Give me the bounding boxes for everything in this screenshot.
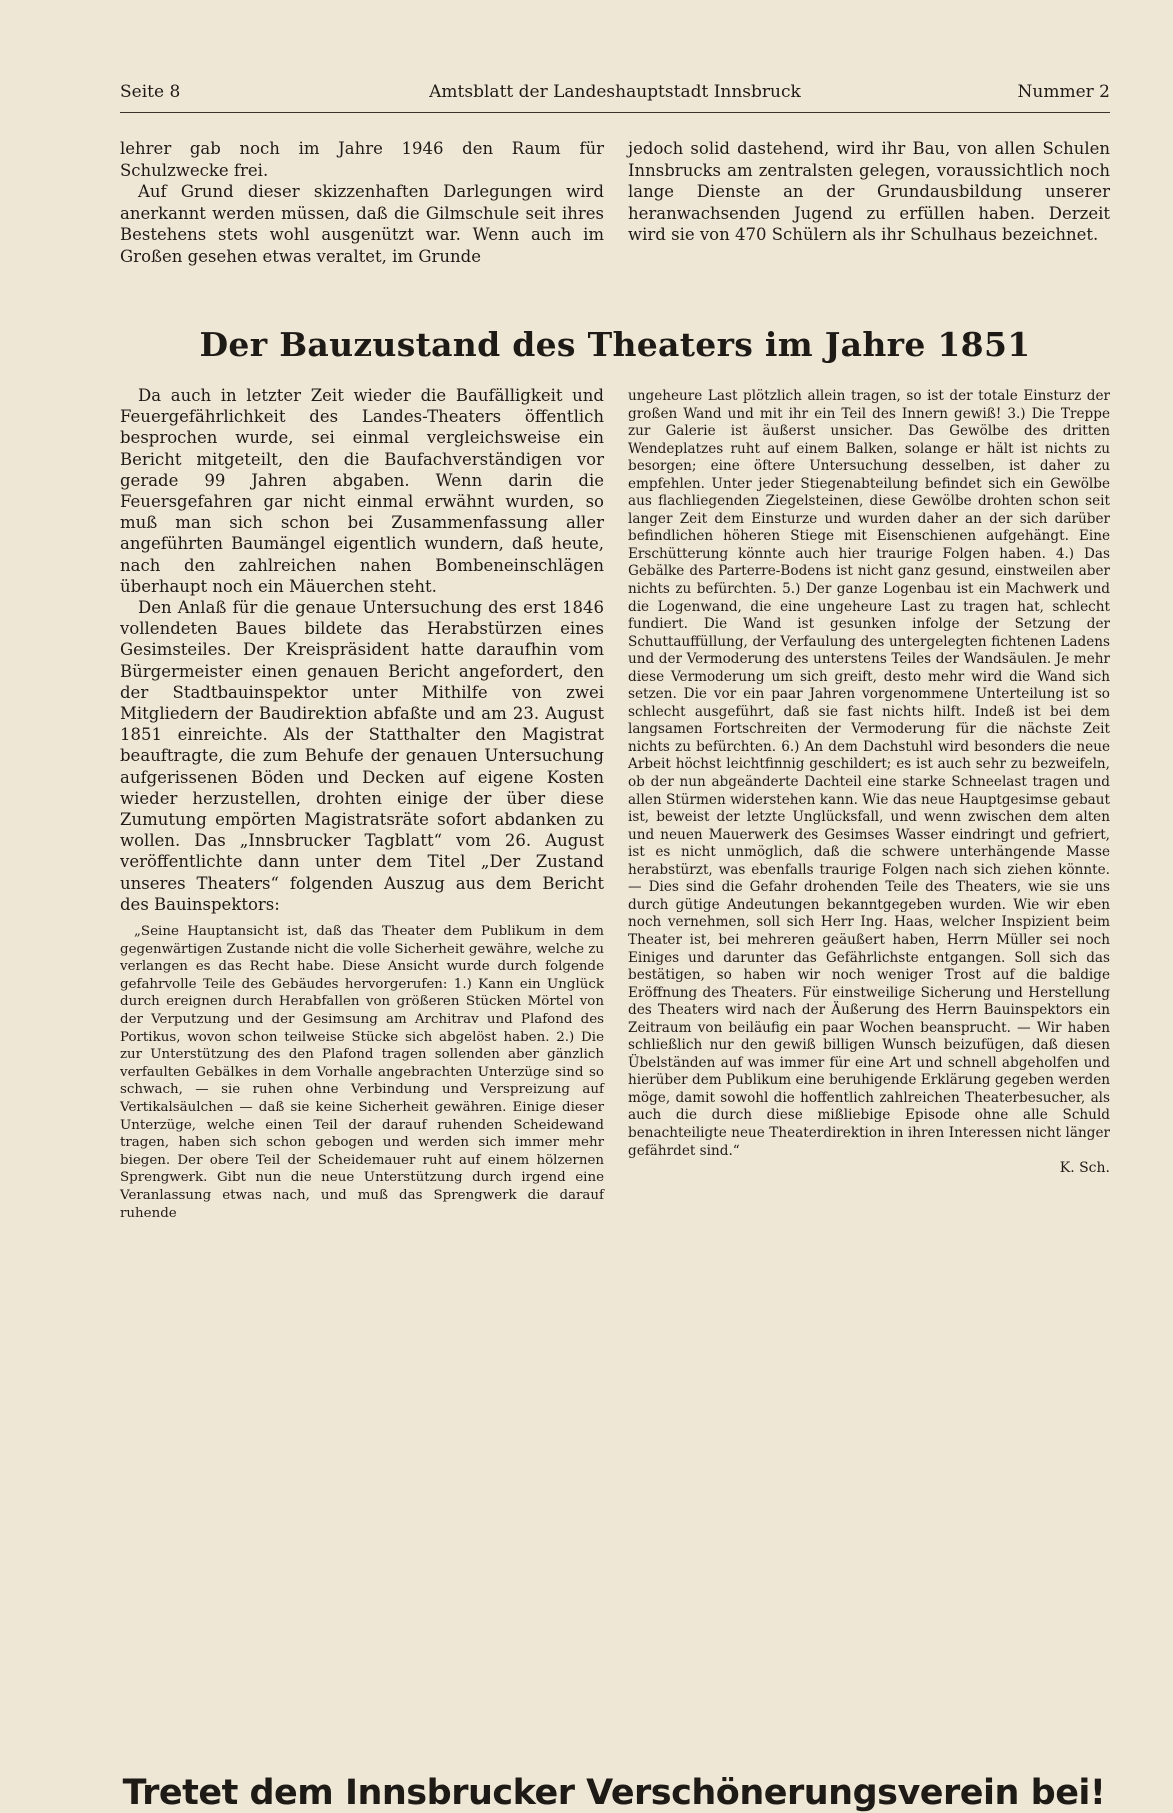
paragraph: jedoch solid dastehend, wird ihr Bau, von allen Schulen Innsbrucks am zentralsten gelegen, voraussichtlich noch lange Dienste an der Grundausbildung unserer heranwachsenden Jugend zu erfüllen haben. Derzeit wird sie von 470 Schülern als ihr Schulhaus bezeichnet. <box>628 139 1110 244</box>
footer-slogan: Tretet dem Innsbrucker Verschönerungsverein bei! <box>122 1773 1106 1813</box>
paragraph: lehrer gab noch im Jahre 1946 den Raum für Schulzwecke frei. <box>120 139 604 180</box>
author-signature: K. Sch. <box>1059 1160 1110 1177</box>
continued-article-right-column <box>628 138 1110 246</box>
page-number: Seite 8 <box>120 82 181 102</box>
paragraph: Auf Grund dieser skizzenhaften Darlegungen wird anerkannt werden müssen, daß die Gilmschule seit ihres Bestehens stets wohl ausgenützt war. Wenn auch im Großen gesehen etwas veraltet, im Grunde <box>120 182 604 266</box>
continued-article-left-column <box>120 138 604 267</box>
article-title: Der Bauzustand des Theaters im Jahre 1851 <box>199 325 1031 364</box>
publication-title: Amtsblatt der Landeshauptstadt Innsbruck <box>429 82 801 102</box>
issue-number: Nummer 2 <box>1017 82 1110 102</box>
article-right-column <box>628 388 1110 1177</box>
article-left-column <box>120 385 604 1222</box>
quoted-report: „Seine Hauptansicht ist, daß das Theater dem Publikum in dem gegenwärtigen Zustande nicht die volle Sicherheit gewähre, welche zu verlangen es das Recht habe. Diese Ansicht wurde durch folgende gefahrvolle Teile des Gebäudes hervorgerufen: 1.) Kann ein Unglück durch ereignen durch Herabfallen von größeren Stücken Mörtel von der Verputzung und der Gesimsung am Architrav und Plafond des Portikus, wovon schon teilweise Stücke sich abgelöst haben. 2.) Die zur Unterstützung des den Plafond tragen sollenden aber gänzlich verfaulten Gebälkes in dem Vorhalle angebrachten Unterzüge sind so schwach, — sie ruhen ohne Verbindung und Verspreizung auf Vertikalsäulchen — daß sie keine Sicherheit gewähren. Einige dieser Unterzüge, welche einen Teil der darauf ruhenden Scheidewand tragen, haben sich schon gebogen und werden sich immer mehr biegen. Der obere Teil der Scheidemauer ruht auf einem hölzernen Sprengwerk. Gibt nun die neue Unterstützung durch irgend eine Veranlassung etwas nach, und muß das Sprengwerk die darauf ruhende <box>120 924 604 1221</box>
quoted-report-continued: ungeheure Last plötzlich allein tragen, so ist der totale Einsturz der großen Wand und mit ihr ein Teil des Innern gewiß! 3.) Die Treppe zur Galerie ist äußerst unsicher. Das Gewölbe des dritten Wendeplatzes ruht auf einem Balken, solange er hält ist nichts zu besorgen; eine öftere Untersuchung desselben, ist daher zu empfehlen. Unter jeder Stiegenabteilung befindet sich ein Gewölbe aus flachliegenden Ziegelsteinen, diese Gewölbe drohten schon seit langer Zeit dem Einsturze und wurden daher an der sich darüber befindlichen höheren Stiege mit Eisenschienen aufgehängt. Eine Erschütterung könnte auch hier traurige Folgen haben. 4.) Das Gebälke des Parterre-Bodens ist nicht ganz gesund, einstweilen aber nichts zu befürchten. 5.) Der ganze Logenbau ist ein Machwerk und die Logenwand, die eine ungeheure Last zu tragen hat, schlecht fundiert. Die Wand ist gesunken infolge der Setzung der Schuttauffüllung, der Verfaulung des untergelegten fichtenen Ladens und der Vermoderung des unterstens Teiles der Wandsäulen. Je mehr diese Vermoderung um sich greift, desto mehr wird die Wand sich setzen. Die vor ein paar Jahren vorgenommene Unterteilung ist so schlecht ausgeführt, daß sie fast nichts hilft. Indeß ist bei dem langsamen Fortschreiten der Vermoderung für die nächste Zeit nichts zu befürchten. 6.) An dem Dachstuhl wird besonders die neue Arbeit höchst leichtfinnig geschildert; es ist auch sehr zu bezweifeln, ob der nun abgeänderte Dachteil eine starke Schneelast tragen und allen Stürmen widerstehen kann. Wie das neue Hauptgesimse gebaut ist, beweist der letzte Unglücksfall, und wenn zwischen dem alten und neuen Mauerwerk des Gesimses Wasser eindringt und gefriert, ist es nicht unmöglich, daß die schwere unterhängende Masse herabstürzt, was ebenfalls traurige Folgen nach sich ziehen könnte. — Dies sind die Gefahr drohenden Teile des Theaters, wie sie uns durch gütige Andeutungen bekanntgegeben wurden. Wie wir eben noch vernehmen, soll sich Herr Ing. Haas, welcher Inspizient beim Theater ist, bei mehreren geäußert haben, Herrn Müller sei noch Einiges und darunter das Gefährlichste entgangen. Soll sich das bestätigen, so haben wir noch weniger Trost auf die baldige Eröffnung des Theaters. Für einstweilige Sicherung und Herstellung des Theaters wird nach der Äußerung des Herrn Bauinspektors ein Zeitraum von beiläufig ein paar Wochen beansprucht. — Wir haben schließlich nur den gewiß billigen Wunsch beizufügen, daß diesen Übelständen auf was immer für eine Art und schnell abgeholfen und hierüber dem Publikum eine beruhigende Erklärung gegeben werden möge, damit sowohl die hoffentlich zahlreichen Theaterbesucher, als auch die durch diese mißliebige Episode ohne alle Schuld benachteiligte neue Theaterdirektion in ihren Interessen nicht länger gefährdet sind.“ <box>628 388 1110 1159</box>
paragraph: Den Anlaß für die genaue Untersuchung des erst 1846 vollendeten Baues bildete das Herabstürzen eines Gesimsteiles. Der Kreispräsident hatte daraufhin vom Bürgermeister einen genauen Bericht angefordert, den der Stadtbauinspektor unter Mithilfe von zwei Mitgliedern der Baudirektion abfaßte und am 23. August 1851 einreichte. Als der Statthalter den Magistrat beauftragte, die zum Behufe der genauen Untersuchung aufgerissenen Böden und Decken auf eigene Kosten wieder herzustellen, drohten einige der über diese Zumutung empörten Magistratsräte sofort abdanken zu wollen. Das „Innsbrucker Tagblatt“ vom 26. August veröffentlichte dann unter dem Titel „Der Zustand unseres Theaters“ folgenden Auszug aus dem Bericht des Bauinspektors: <box>120 598 604 914</box>
paragraph: Da auch in letzter Zeit wieder die Baufälligkeit und Feuergefährlichkeit des Landes-Theaters öffentlich besprochen wurde, sei einmal vergleichsweise ein Bericht mitgeteilt, den die Baufachverständigen vor gerade 99 Jahren abgaben. Wenn darin die Feuersgefahren gar nicht einmal erwähnt wurden, so muß man sich schon bei Zusammenfassung aller angeführten Baumängel eigentlich wundern, daß heute, nach den zahlreichen nahen Bombeneinschlägen überhaupt noch ein Mäuerchen steht. <box>120 386 604 596</box>
page-header <box>120 82 1110 106</box>
header-divider <box>120 112 1110 113</box>
